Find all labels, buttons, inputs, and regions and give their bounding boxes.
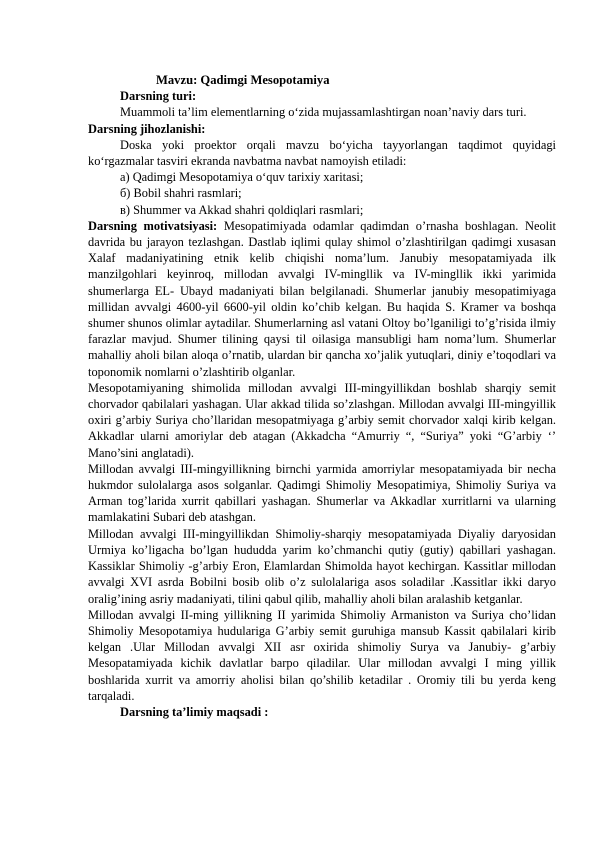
equipment-item-map: a) Qadimgi Mesopotamiya o‘quv tarixiy xaritasi;: [120, 170, 364, 185]
paragraph-kassites: Millodan avvalgi III-mingyillikdan Shimoliy-sharqiy mesopatamiyada Diyaliy daryosidan Urmiya ko’ligacha bo’lgan hududda yarim ko’chmanchi qutiy (gutiy) qabillari yashagan. Kassiklar Shimoliy -g’arbiy Eron, Elamlardan Shimolda hayot kechirgan. Kassitlar millodan avvalgi XVI asrda Bobilni bosib olib o’z sulolalariga asos soladilar .Kassitlar ikki daryo oralig’ining asriy madaniyati, tilini qabul qilib, mahalliy aholi bilan aralashib ketganlar.: [88, 526, 556, 606]
equipment-heading: Darsning jihozlanishi:: [88, 121, 206, 136]
equipment-item-sumer-akkad: в) Shummer va Akkad shahri qoldiqlari rasmlari;: [120, 202, 364, 217]
equipment-intro: Doska yoki proektor orqali mavzu bo‘yicha tayyorlangan taqdimot quyidagi ko‘rgazmalar tasviri ekranda navbatma navbat namoyish etiladi:: [88, 137, 556, 169]
paragraph-north-semites: Mesopotamiyaning shimolida millodan avvalgi III-mingyillikdan boshlab sharqiy semit chorvador qabilalari yashagan. Ular akkad tilida so’zlashgan. Millodan avvalgi III-mingyillik oxiri g’arbiy Suriya cho’llaridan mesopatmiyaga g’arbiy semit chorvador xalqi kirib kelgan. Akkadlar ularni amoriylar deb atagan (Akkadcha “Amurriy “, “Suriya” yoki “G’arbiy ‘’ Mano’sini anglatadi).: [88, 380, 556, 460]
equipment-item-babylon: б) Bobil shahri rasmlari;: [120, 186, 242, 201]
lesson-type-heading: Darsning turi:: [120, 89, 197, 104]
page-content: [88, 72, 556, 720]
goal-heading: Darsning ta’limiy maqsadi :: [120, 704, 269, 719]
page-title: Mavzu: Qadimgi Mesopotamiya: [156, 73, 330, 87]
motivation-paragraph: [88, 218, 556, 380]
motivation-heading: Darsning motivatsiyasi:: [88, 218, 218, 233]
paragraph-arameans: Millodan avvalgi II-ming yillikning II yarimida Shimoliy Armaniston va Suriya cho’lidan Shimoliy Mesopotamiya hudulariga G’arbiy semit guruhiga mansub Kassit qabilalari kirib kelgan .Ular Millodan avvalgi XII asr oxirida shimoliy Surya va Janubiy- g’arbiy Mesopatamiyada kichik davlatlar barpo qiladilar. Ular millodan avvalgi I ming yillik boshlarida xurrit va amorriy aholisi bilan qo’shilib ketadilar . Oromiy tili bu yerda keng tarqaladi.: [88, 607, 556, 703]
paragraph-amorites: Millodan avvalgi III-mingyillikning birnchi yarmida amorriylar mesopatamiyada bir necha hukmdor sulolalarga asos solganlar. Qadimgi Shimoliy Mesopatimiya, Shimoliy Suriya va Arman tog’larida xurrit qabillari yashagan. Shumerlar va Akkadlar xurritlarni va ularning mamlakatini Subari deb atashgan.: [88, 461, 556, 525]
motivation-text: Mesopatimiyada odamlar qadimdan o’rnasha boshlagan. Neolit davrida bu jarayon tezlashgan. Dastlab iqlimi qulay shimol o’zlashtirilgan qadimgi xusasan Xalaf madaniyatining etnik kelib chiqishi noma’lum. Janubiy mesopatamiyada ilk manzilgohlari keyinroq, millodan avvalgi IV-mingllik va IV-mingllik ikki yarimida shumerlarga EL- Ubayd madaniyati bilan belgilanadi. Shumerlar janubiy mesopatimiyaga millidan avvalgi 4600-yil 6600-yil oldin ko’chib kelgan. Bu haqida S. Kramer va boshqa shumer shunos olimlar aytadilar. Shumerlarning asl vatani Oltoy bo’lganiligi to’g’risida ilmiy farazlar mavjud. Shumer tilining qaysi til oilasiga mansubligi ham noma’lum. Shumerlar mahalliy aholi bilan aloqa o’rnatib, ulardan bir qancha xo’jalik yutuqlari, diniy e’toqodlari va toponomik nomlarni o’zlashtirib olganlar.: [88, 218, 556, 379]
lesson-type-text: Muammoli ta’lim elementlarning o‘zida mujassamlashtirgan noan’naviy dars turi.: [120, 105, 527, 120]
